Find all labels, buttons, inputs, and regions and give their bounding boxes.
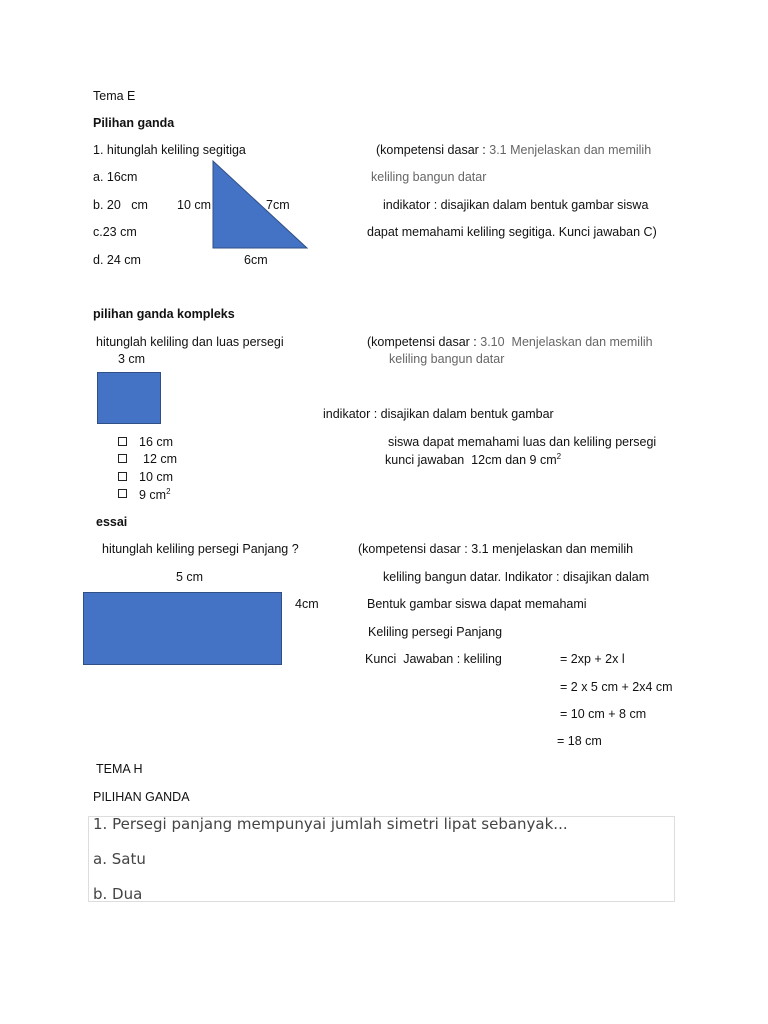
tema-e-title: Tema E [93,89,136,103]
checkbox-12cm[interactable] [118,454,127,463]
pg-option-d: d. 24 cm [93,253,141,267]
rectangle-figure [83,592,282,665]
essai-kd-line2: keliling bangun datar. Indikator : disajikan dalam [383,570,650,584]
pg-indicator-line2: dapat memahami keliling segitiga. Kunci jawaban C) [367,225,657,239]
pg-option-b: b. 20 cm [93,198,148,212]
square-figure [97,372,161,424]
essai-kd-line3: Bentuk gambar siswa dapat memahami [367,597,587,611]
pgk-question: hitunglah keliling dan luas persegi [96,335,284,349]
checkbox-16cm[interactable] [118,437,127,446]
pgk-option-3: 10 cm [139,470,174,484]
tema-h-title: TEMA H [96,762,143,776]
pg-kd-line2: keliling bangun datar [371,170,487,184]
tema-h-question: 1. Persegi panjang mempunyai jumlah simetri lipat sebanyak... [93,815,568,833]
triangle-bottom-label: 6cm [244,253,268,267]
essai-question: hitunglah keliling persegi Panjang ? [102,542,299,556]
tema-h-option-a: a. Satu [93,850,146,868]
triangle-left-label: 10 cm [177,198,212,212]
pgk-option-4: 9 $cm^2$ [139,487,171,503]
tema-h-option-b: b. Dua [93,885,143,903]
checkbox-9cm2[interactable] [118,489,127,498]
triangle-right-label: 7cm [266,198,290,212]
rectangle-side-label: 4cm [295,597,319,611]
pgk-kunci: kunci jawaban 12cm dan 9 $cm^2$ [385,452,562,468]
essai-kunci: Kunci Jawaban : keliling [365,652,502,666]
pgk-heading: pilihan ganda kompleks [93,307,235,321]
pgk-option-1: 16 cm [139,435,174,449]
square-side-label: 3 cm [118,352,146,366]
pgk-indicator-line1: indikator : disajikan dalam bentuk gambar [323,407,554,421]
essai-step-4: = 18 cm [557,734,602,748]
triangle-figure [210,158,312,252]
essai-step-1: = 2xp + 2x l [560,652,625,666]
pgk-indicator-line2: siswa dapat memahami luas dan keliling persegi [388,435,657,449]
essai-step-3: = 10 cm + 8 cm [560,707,647,721]
essai-heading: essai [96,515,128,529]
pg-kd-line1: (kompetensi dasar : 3.1 Menjelaskan dan memilih [376,143,652,157]
pg-option-a: a. 16cm [93,170,138,184]
essai-step-2: = 2 x 5 cm + 2x4 cm [560,680,673,694]
tema-h-heading: PILIHAN GANDA [93,790,190,804]
rectangle-top-label: 5 cm [176,570,204,584]
pg-question: 1. hitunglah keliling segitiga [93,143,246,157]
pgk-kd-line2: keliling bangun datar [389,352,505,366]
pg-indicator-line1: indikator : disajikan dalam bentuk gambar siswa [383,198,649,212]
checkbox-10cm[interactable] [118,472,127,481]
essai-kd-line4: Keliling persegi Panjang [368,625,503,639]
pg-option-c: c.23 cm [93,225,137,239]
essai-kd-line1: (kompetensi dasar : 3.1 menjelaskan dan memilih [358,542,634,556]
pg-heading: Pilihan ganda [93,116,175,130]
pgk-kd-line1: (kompetensi dasar : 3.10 Menjelaskan dan memilih [367,335,653,349]
pgk-option-2: 12 cm [143,452,178,466]
